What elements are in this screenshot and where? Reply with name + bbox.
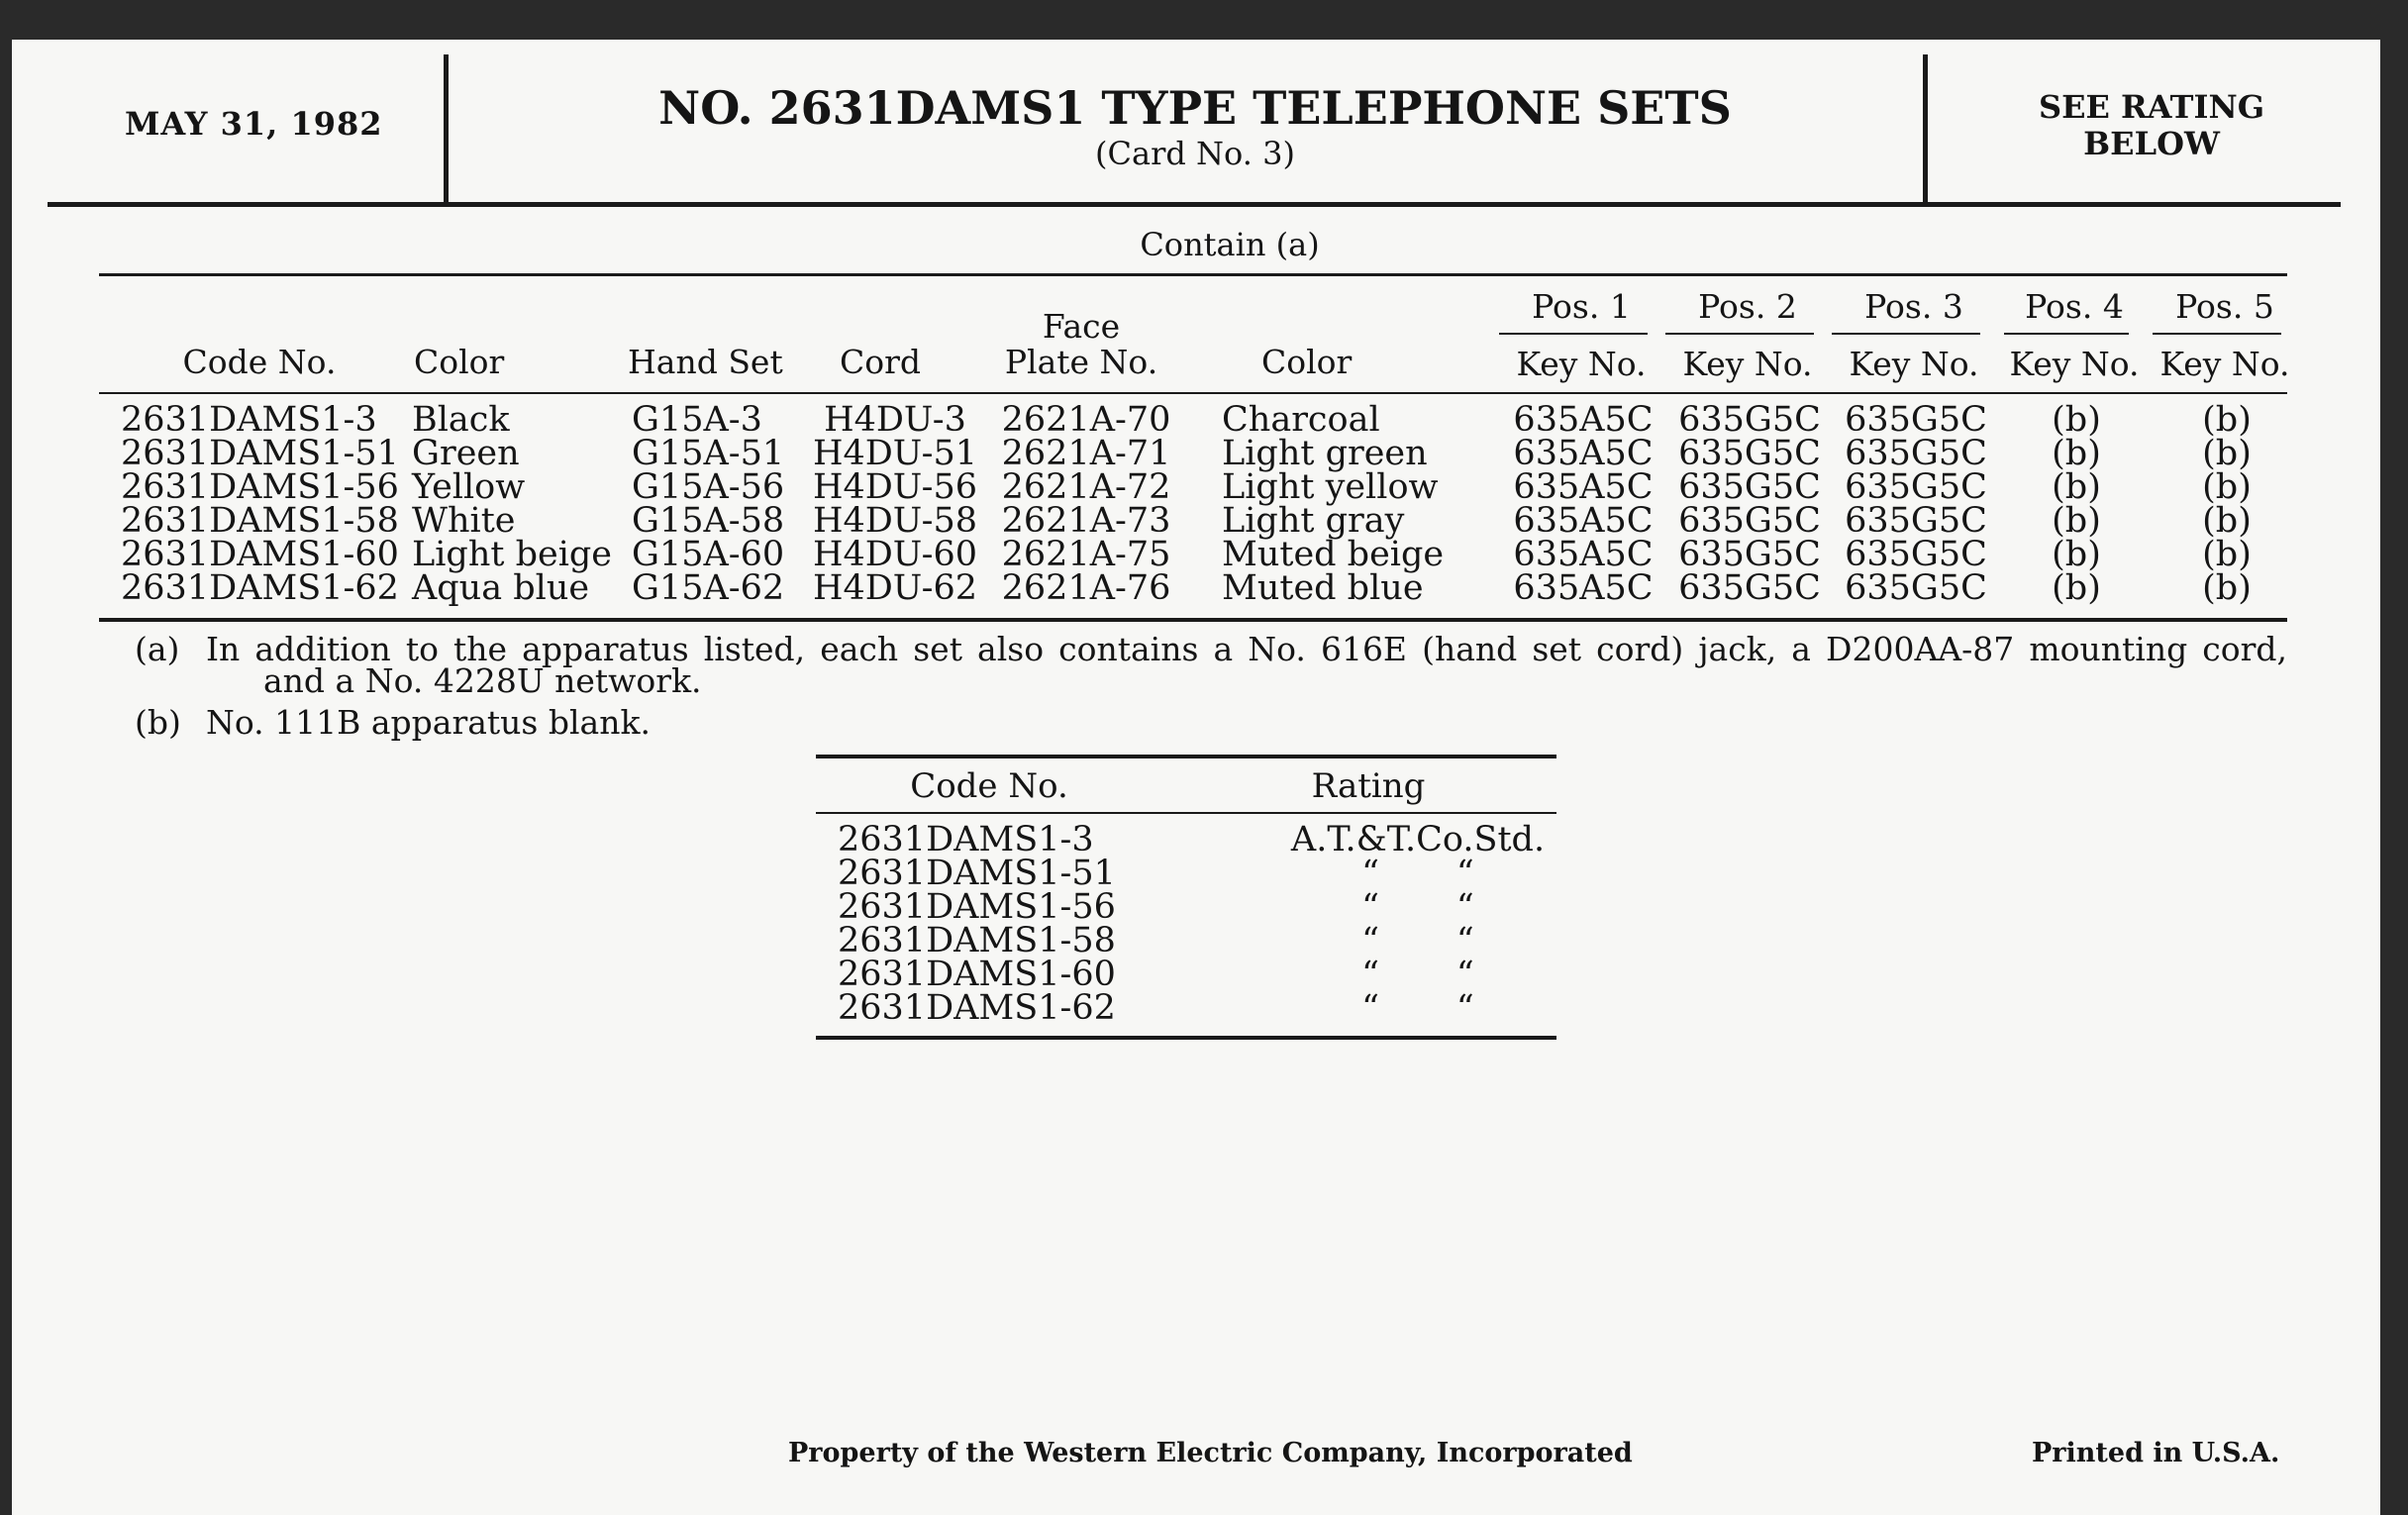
contain-group-header: Contain (a) — [1140, 226, 1320, 263]
cell-plate-color: Light green — [1222, 434, 1428, 473]
cell-key3: 635G5C — [1845, 434, 1987, 473]
rating-cell-rating: “ “ — [1361, 955, 1474, 994]
rating-cell-code: 2631DAMS1-51 — [838, 854, 1116, 893]
col-code-no: Code No. — [182, 343, 337, 381]
cell-key1: 635A5C — [1513, 434, 1654, 473]
rating-cell-rating: “ “ — [1361, 887, 1474, 927]
cell-plate-color: Light yellow — [1222, 467, 1439, 507]
col-plate-color: Color — [1261, 343, 1353, 381]
document-date: MAY 31, 1982 — [125, 105, 383, 143]
cell-cord: H4DU-60 — [812, 535, 978, 574]
cell-key2: 635G5C — [1678, 400, 1821, 440]
pos5-underline — [2153, 333, 2281, 335]
cell-code: 2631DAMS1-58 — [121, 501, 399, 541]
cell-key5: (b) — [2202, 501, 2252, 541]
header-divider-right — [1923, 54, 1928, 203]
col-pos5: Pos. 5 — [2175, 287, 2274, 326]
cell-color: Yellow — [412, 467, 526, 507]
cell-plate-color: Light gray — [1222, 501, 1405, 541]
col-pos2: Pos. 2 — [1698, 287, 1797, 326]
footnote-a-marker: (a) — [135, 630, 180, 668]
rating-cell-code: 2631DAMS1-56 — [838, 887, 1116, 927]
col-key2: Key No. — [1682, 345, 1813, 383]
cell-color: Black — [412, 400, 510, 440]
pos2-underline — [1665, 333, 1814, 335]
cell-plate-color: Muted beige — [1222, 535, 1445, 574]
cell-cord: H4DU-62 — [812, 568, 978, 608]
cell-hand-set: G15A-51 — [632, 434, 785, 473]
cell-code: 2631DAMS1-62 — [121, 568, 399, 608]
cell-cord: H4DU-51 — [812, 434, 978, 473]
col-face-plate-line1: Face — [1042, 307, 1121, 346]
header-rule — [48, 202, 2341, 207]
pos4-underline — [2004, 333, 2129, 335]
cell-color: White — [412, 501, 516, 541]
pos3-underline — [1832, 333, 1980, 335]
rating-col-code: Code No. — [910, 766, 1068, 806]
rating-cell-rating: “ “ — [1361, 988, 1474, 1028]
cell-key3: 635G5C — [1845, 467, 1987, 507]
cell-key1: 635A5C — [1513, 535, 1654, 574]
rating-table-bottom-rule — [816, 1036, 1556, 1040]
cell-key5: (b) — [2202, 568, 2252, 608]
cell-hand-set: G15A-3 — [632, 400, 762, 440]
cell-face-plate: 2621A-72 — [1001, 467, 1171, 507]
document-subtitle: (Card No. 3) — [1095, 135, 1295, 172]
footnote-b-marker: (b) — [135, 703, 181, 742]
footnote-a-line1: In addition to the apparatus listed, each set also contains a No. 616E (hand set cord) jack, a D200AA-87 mounting cord, — [206, 630, 2287, 668]
rating-cell-rating: A.T.&T.Co.Std. — [1290, 820, 1546, 859]
cell-face-plate: 2621A-76 — [1001, 568, 1171, 608]
cell-key1: 635A5C — [1513, 400, 1654, 440]
footer-printed: Printed in U.S.A. — [2032, 1438, 2280, 1468]
cell-key5: (b) — [2202, 467, 2252, 507]
rating-cell-rating: “ “ — [1361, 921, 1474, 960]
cell-key4: (b) — [2052, 568, 2101, 608]
cell-key4: (b) — [2052, 501, 2101, 541]
col-cord: Cord — [840, 343, 922, 381]
cell-hand-set: G15A-60 — [632, 535, 785, 574]
col-key3: Key No. — [1849, 345, 1979, 383]
cell-code: 2631DAMS1-60 — [121, 535, 399, 574]
document-title: NO. 2631DAMS1 TYPE TELEPHONE SETS — [658, 81, 1732, 135]
cell-key3: 635G5C — [1845, 400, 1987, 440]
rating-col-rating: Rating — [1311, 766, 1426, 806]
cell-cord: H4DU-3 — [824, 400, 966, 440]
rating-reference — [1949, 89, 2355, 162]
header-divider-left — [444, 54, 449, 203]
cell-hand-set: G15A-58 — [632, 501, 785, 541]
cell-key1: 635A5C — [1513, 467, 1654, 507]
col-key5: Key No. — [2159, 345, 2290, 383]
cell-face-plate: 2621A-75 — [1001, 535, 1171, 574]
cell-key3: 635G5C — [1845, 535, 1987, 574]
cell-hand-set: G15A-62 — [632, 568, 785, 608]
cell-key2: 635G5C — [1678, 434, 1821, 473]
cell-plate-color: Charcoal — [1222, 400, 1380, 440]
cell-cord: H4DU-58 — [812, 501, 978, 541]
col-pos4: Pos. 4 — [2025, 287, 2124, 326]
rating-reference-line1: SEE RATING — [2038, 88, 2265, 126]
cell-face-plate: 2621A-70 — [1001, 400, 1171, 440]
cell-key4: (b) — [2052, 467, 2101, 507]
cell-key5: (b) — [2202, 400, 2252, 440]
cell-face-plate: 2621A-71 — [1001, 434, 1171, 473]
rating-cell-code: 2631DAMS1-3 — [838, 820, 1094, 859]
col-pos1: Pos. 1 — [1532, 287, 1631, 326]
cell-hand-set: G15A-56 — [632, 467, 785, 507]
col-pos3: Pos. 3 — [1864, 287, 1963, 326]
cell-color: Aqua blue — [412, 568, 590, 608]
rating-cell-code: 2631DAMS1-60 — [838, 955, 1116, 994]
table-header-rule — [99, 392, 2287, 394]
cell-key5: (b) — [2202, 434, 2252, 473]
cell-cord: H4DU-56 — [812, 467, 978, 507]
cell-key4: (b) — [2052, 434, 2101, 473]
footer-property: Property of the Western Electric Company, Incorporated — [788, 1438, 1633, 1468]
col-key4: Key No. — [2009, 345, 2140, 383]
cell-key5: (b) — [2202, 535, 2252, 574]
cell-key1: 635A5C — [1513, 568, 1654, 608]
col-hand-set: Hand Set — [628, 343, 783, 381]
col-color: Color — [414, 343, 505, 381]
document-card — [12, 40, 2380, 1515]
rating-reference-line2: BELOW — [2083, 125, 2220, 162]
cell-color: Green — [412, 434, 520, 473]
table-bottom-rule — [99, 618, 2287, 622]
rating-cell-code: 2631DAMS1-58 — [838, 921, 1116, 960]
cell-face-plate: 2621A-73 — [1001, 501, 1171, 541]
col-face-plate-line2: Plate No. — [1004, 343, 1158, 381]
cell-key3: 635G5C — [1845, 501, 1987, 541]
table-top-rule — [99, 273, 2287, 276]
cell-key1: 635A5C — [1513, 501, 1654, 541]
cell-key2: 635G5C — [1678, 568, 1821, 608]
cell-plate-color: Muted blue — [1222, 568, 1424, 608]
cell-code: 2631DAMS1-56 — [121, 467, 399, 507]
rating-cell-code: 2631DAMS1-62 — [838, 988, 1116, 1028]
cell-key3: 635G5C — [1845, 568, 1987, 608]
cell-color: Light beige — [412, 535, 613, 574]
cell-code: 2631DAMS1-51 — [121, 434, 399, 473]
cell-key4: (b) — [2052, 400, 2101, 440]
col-key1: Key No. — [1516, 345, 1647, 383]
cell-key2: 635G5C — [1678, 467, 1821, 507]
rating-header-rule — [816, 812, 1556, 814]
footnote-b-text: No. 111B apparatus blank. — [206, 703, 651, 742]
rating-cell-rating: “ “ — [1361, 854, 1474, 893]
pos1-underline — [1499, 333, 1648, 335]
cell-code: 2631DAMS1-3 — [121, 400, 377, 440]
footnote-a-line2: and a No. 4228U network. — [263, 661, 702, 700]
rating-table-top-rule — [816, 755, 1556, 758]
cell-key2: 635G5C — [1678, 535, 1821, 574]
cell-key2: 635G5C — [1678, 501, 1821, 541]
cell-key4: (b) — [2052, 535, 2101, 574]
